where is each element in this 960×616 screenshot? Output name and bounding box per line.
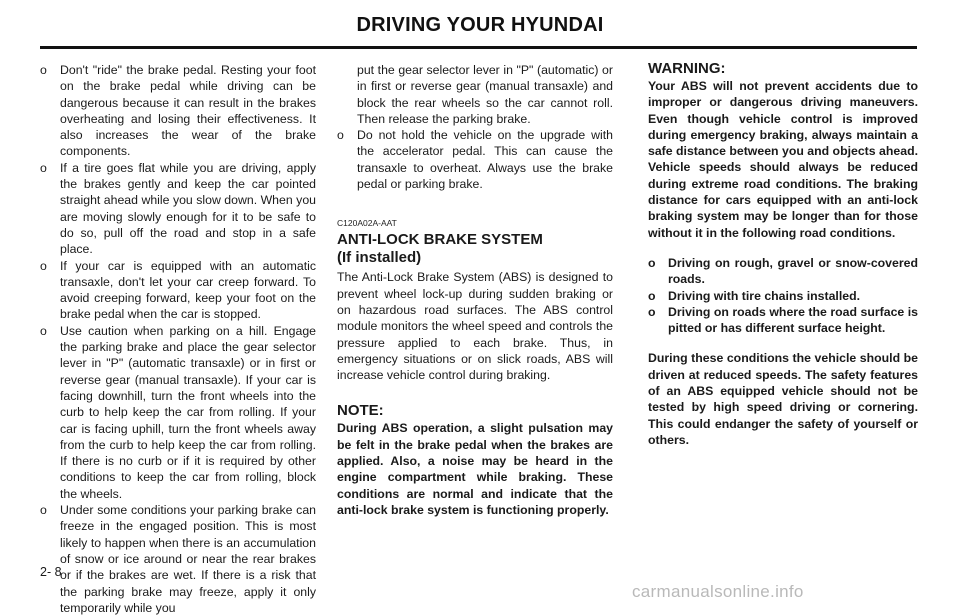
page-number: 2- 8 xyxy=(40,565,62,579)
bullet: o xyxy=(40,503,47,518)
note-title: NOTE: xyxy=(337,402,384,420)
list-item: o Use caution when parking on a hill. Engage the parking brake and place the gear selector lever in "P" (automatic transaxle) or in first or reverse gear (manual transaxle). If your car is facing downhill, turn the front wheels into the curb to help keep the car from rolling. If your car is facing uphill, turn the front wheels away from the curb to help keep the car from rolling. If there is no curb or if it is required by other conditions to keep the car from rolling, block the wheels. xyxy=(40,323,316,501)
warning-title: WARNING: xyxy=(648,60,726,77)
watermark: carmanualsonline.info xyxy=(632,582,804,601)
road-conditions-list xyxy=(648,255,918,336)
section-subtitle: (If installed) xyxy=(337,249,422,267)
list-item: o Driving on roads where the road surface is pitted or has different surface height. xyxy=(648,304,918,336)
bullet: o xyxy=(40,63,47,77)
list-item: o Don't "ride" the brake pedal. Resting your foot on the brake pedal while driving can be dangerous because it can result in the brakes overheating and losing their effectiveness. It also increases the wear of the brake components. xyxy=(40,63,316,159)
continued-text: put the gear selector lever in "P" (automatic) or in first or reverse gear (manual transaxle) and block the rear wheels so the car cannot roll. Then release the parking brake. xyxy=(357,63,613,126)
note-body: During ABS operation, a slight pulsation may be felt in the brake pedal when the brakes are applied. Also, a noise may be heard in the engine compartment while braking. These conditions are normal and indicate that the anti-lock brake system is functioning properly. xyxy=(337,421,613,517)
column-left xyxy=(40,62,316,616)
driving-tips-list xyxy=(40,62,316,616)
section-title: ANTI-LOCK BRAKE SYSTEM xyxy=(337,231,543,249)
upgrade-tip-list xyxy=(337,127,613,192)
list-item: o Do not hold the vehicle on the upgrade with the accelerator pedal. This can cause the transaxle to overheat. Always use the brake pedal or parking brake. xyxy=(337,128,613,192)
list-item: o If your car is equipped with an automatic transaxle, don't let your car creep forward. To avoid creeping forward, keep your foot on the brake pedal when the car is stopped. xyxy=(40,258,316,322)
warning-body: Your ABS will not prevent accidents due to improper or dangerous driving maneuvers. Even though vehicle control is improved during emergency braking, always maintain a safe distance between you and objects ahead. Vehicle speeds should always be reduced during extreme road conditions. The braking distance for cars equipped with an anti-lock braking system may be longer than for those without it in the following road conditions. xyxy=(648,79,918,240)
bullet: o xyxy=(337,128,344,143)
bullet: o xyxy=(648,288,656,303)
list-item: o Under some conditions your parking brake can freeze in the engaged position. This is most likely to happen when there is an accumulation of snow or ice around or near the rear brakes or if the brakes are wet. If there is a risk that the parking brake may freeze, apply it only temporarily while you xyxy=(40,503,316,615)
header-divider xyxy=(40,46,917,49)
bullet: o xyxy=(648,304,656,319)
bullet: o xyxy=(40,258,47,273)
warning-conclusion: During these conditions the vehicle should be driven at reduced speeds. The safety features of an ABS equipped vehicle should not be tested by high speed driving or cornering. This could endanger the safety of yourself or others. xyxy=(648,351,918,447)
bullet: o xyxy=(40,160,47,175)
page-header-title: DRIVING YOUR HYUNDAI xyxy=(356,14,604,36)
list-item: o Driving on rough, gravel or snow-covered roads. xyxy=(648,255,918,287)
list-item: o If a tire goes flat while you are driving, apply the brakes gently and keep the car pointed straight ahead while you slow down. When you are moving slowly enough for it to be safe to do so, pull off the road and stop in a safe place. xyxy=(40,160,316,257)
list-item: o Driving with tire chains installed. xyxy=(648,288,861,303)
section-code: C120A02A-AAT xyxy=(337,218,397,229)
bullet: o xyxy=(648,255,656,270)
abs-description: The Anti-Lock Brake System (ABS) is designed to prevent wheel lock-up during sudden braking or on hazardous road surfaces. The ABS control module monitors the wheel speed and controls the pressure applied to each brake. Thus, in emergency situations or on slick roads, ABS will increase vehicle control during braking. xyxy=(337,270,613,383)
column-right xyxy=(648,62,918,448)
column-middle xyxy=(337,62,613,518)
bullet: o xyxy=(40,323,47,338)
